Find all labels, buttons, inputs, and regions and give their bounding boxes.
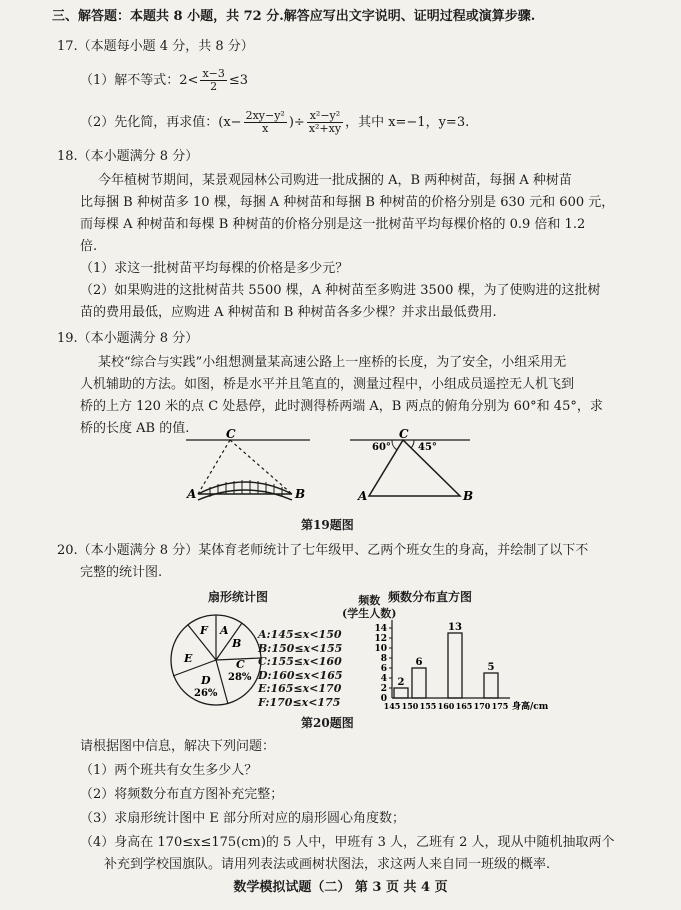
q19-line3: 桥的上方 120 米的点 C 处悬停，此时测得桥两端 A，B 两点的俯角分别为 60°和 45°，求 [80, 399, 603, 414]
q18-line1: 今年植树节期间，某景观园林公司购进一批成捆的 A，B 两种树苗，每捆 A 种树苗 [98, 173, 572, 188]
q17-p1-prefix: （1）解不等式： [80, 73, 180, 88]
legend-B: B:150≤x<155 [258, 641, 343, 655]
hist-bar [448, 633, 462, 698]
q20-sub2: （2）将频数分布直方图补充完整； [80, 787, 284, 802]
q17-head: 17.（本题每小题 4 分，共 8 分） [57, 39, 254, 54]
q20-prompt: 请根据图中信息，解决下列问题： [80, 739, 276, 754]
hist-y-tick-label: 6 [380, 664, 387, 674]
hist-bar [412, 668, 426, 698]
hist-y-tick-label: 8 [380, 654, 387, 664]
q18-line3: 而每棵 A 种树苗和每棵 B 种树苗的价格分别是这一批树苗平均每棵价格的 0.9 倍和 1.2 [80, 217, 586, 232]
hist-y-tick-label: 4 [380, 674, 387, 684]
q17-p1-num: x−3 [202, 67, 225, 80]
q18-sub2b: 苗的费用最低，应购进 A 种树苗和 B 种树苗各多少棵？并求出最低费用. [80, 305, 497, 320]
pie-title: 扇形统计图 [208, 590, 269, 604]
legend-E: E:165≤x<170 [258, 682, 342, 695]
hist-bar [484, 673, 498, 698]
q20-sub3: （3）求扇形统计图中 E 部分所对应的扇形圆心角度数； [80, 811, 406, 826]
angle-60: 60° [372, 442, 391, 453]
hist-x-tick-label: 160 [437, 701, 455, 711]
q17-p2-f1-den: x [262, 122, 269, 135]
line-CB-left [230, 440, 292, 494]
q19-head: 19.（本小题满分 8 分） [57, 331, 199, 346]
pie-label-C: C [236, 658, 245, 671]
hist-ylabel-line1: 频数 [358, 594, 381, 607]
q17-p2-f1-num: 2xy−y² [245, 109, 285, 122]
bridge-figure [186, 427, 310, 501]
pie-pct-D: 26% [194, 688, 218, 699]
q17-p2-open: (x− [218, 115, 242, 130]
hist-x-tick-label: 175 [491, 701, 509, 711]
legend-D: D:160≤x<165 [258, 668, 343, 682]
angle-arc-right [411, 440, 414, 448]
hist-bar-label: 2 [397, 677, 405, 688]
q17-p1-right: ≤3 [228, 73, 249, 88]
bridge-arch-lower [198, 490, 292, 500]
q17-p2-fraction2 [307, 110, 343, 135]
pie-pct-C: 28% [228, 672, 252, 683]
q17-p2-f2-num: x²−y² [307, 110, 343, 123]
hist-x-tick-label: 155 [419, 701, 437, 711]
pie-legend [258, 628, 343, 709]
label-A-left: A [187, 487, 197, 501]
hist-bar-label: 13 [448, 622, 462, 633]
label-A-right: A [358, 489, 368, 503]
triangle-figure [350, 427, 473, 503]
angle-arc-left [392, 440, 397, 450]
histogram-chart [370, 620, 570, 716]
q17-p2-prefix: （2）先化简，再求值： [80, 115, 219, 130]
line-CA-left [198, 440, 230, 494]
q17-p2-suffix: ，其中 x=−1，y=3. [345, 115, 470, 130]
hist-y-tick-label: 2 [380, 684, 387, 694]
hist-bar-label: 6 [415, 657, 423, 668]
hist-bar [394, 688, 408, 698]
hist-x-tick-label: 165 [455, 701, 473, 711]
q18-line4: 倍. [80, 239, 98, 254]
hist-y-origin-label: 0 [380, 694, 387, 704]
q17-p1-left: 2< [179, 73, 199, 88]
q17-p2-f2-den: x²+xy [308, 122, 342, 135]
q17-p1-fraction [200, 68, 226, 93]
angle-45: 45° [418, 442, 437, 453]
pie-label-A: A [220, 624, 229, 637]
q17-part1 [80, 64, 248, 98]
q20-sub4a: （4）身高在 170≤x≤175(cm)的 5 人中，甲班有 3 人，乙班有 2 人，现从中随机抽取两个 [80, 835, 615, 850]
pie-label-F: F [200, 624, 208, 637]
q18-head: 18.（本小题满分 8 分） [57, 149, 199, 164]
page-footer: 数学模拟试题（二） 第 3 页 共 4 页 [233, 880, 448, 895]
q17-part2 [80, 106, 469, 140]
legend-F: F:170≤x<175 [258, 695, 341, 709]
pie-label-D: D [201, 674, 211, 687]
legend-A: A:145≤x<150 [258, 628, 342, 641]
hist-ylabel-line2: (学生人数) [342, 607, 397, 620]
hist-bar-label: 5 [487, 662, 495, 673]
q20-sub1: （1）两个班共有女生多少人？ [80, 763, 258, 778]
label-C-left: C [226, 427, 236, 441]
hist-x-tick-label: 145 [383, 701, 401, 711]
q18-sub1: （1）求这一批树苗平均每棵的价格是多少元？ [80, 261, 349, 276]
hist-ylabel [342, 594, 396, 620]
hist-x-axis-label: 身高/cm [512, 702, 549, 712]
q17-p2-fraction1 [244, 110, 287, 135]
hist-x-tick-label: 150 [401, 701, 419, 711]
hist-y-tick-label: 14 [374, 624, 387, 634]
pie-label-B: B [232, 637, 242, 650]
q17-p2-mid: )÷ [288, 115, 305, 130]
pie-chart [166, 610, 266, 710]
hist-y-tick-label: 12 [374, 634, 387, 644]
q19-line4: 桥的长度 AB 的值. [80, 421, 190, 436]
q18-sub2a: （2）如果购进的这批树苗共 5500 棵，A 种树苗至多购进 3500 棵，为了使购进的这批树 [80, 283, 601, 298]
label-B-left: B [295, 487, 306, 501]
q19-caption: 第19题图 [301, 518, 354, 532]
q20-head: 20.（本小题满分 8 分）某体育老师统计了七年级甲、乙两个班女生的身高，并绘制了以下不 [57, 543, 589, 558]
q20-head2: 完整的统计图. [80, 565, 163, 580]
hist-title: 频数分布直方图 [388, 590, 473, 604]
q18-line2: 比每捆 B 种树苗多 10 棵，每捆 A 种树苗和每捆 B 种树苗的价格分别是 630 元和 600 元， [80, 195, 615, 210]
q19-line1: 某校“综合与实践”小组想测量某高速公路上一座桥的长度，为了安全，小组采用无 [98, 355, 567, 370]
label-B-right: B [463, 489, 474, 503]
hist-y-tick-label: 10 [374, 644, 387, 654]
label-C-right: C [399, 427, 409, 441]
q20-sub4b: 补充到学校国旗队。请用列表法或画树状图法，求这两人来自同一班级的概率. [104, 857, 551, 872]
pie-label-E: E [184, 652, 193, 665]
q20-caption: 第20题图 [301, 716, 354, 730]
bridge-arch [198, 482, 292, 494]
q19-line2: 人机辅助的方法。如图，桥是水平并且笔直的，测量过程中，小组成员遥控无人机飞到 [80, 377, 575, 392]
section-heading: 三、解答题：本题共 8 小题，共 72 分.解答应写出文字说明、证明过程或演算步骤. [52, 9, 536, 24]
q17-p1-den: 2 [210, 80, 218, 93]
legend-C: C:155≤x<160 [258, 655, 342, 668]
hist-x-tick-label: 170 [473, 701, 491, 711]
